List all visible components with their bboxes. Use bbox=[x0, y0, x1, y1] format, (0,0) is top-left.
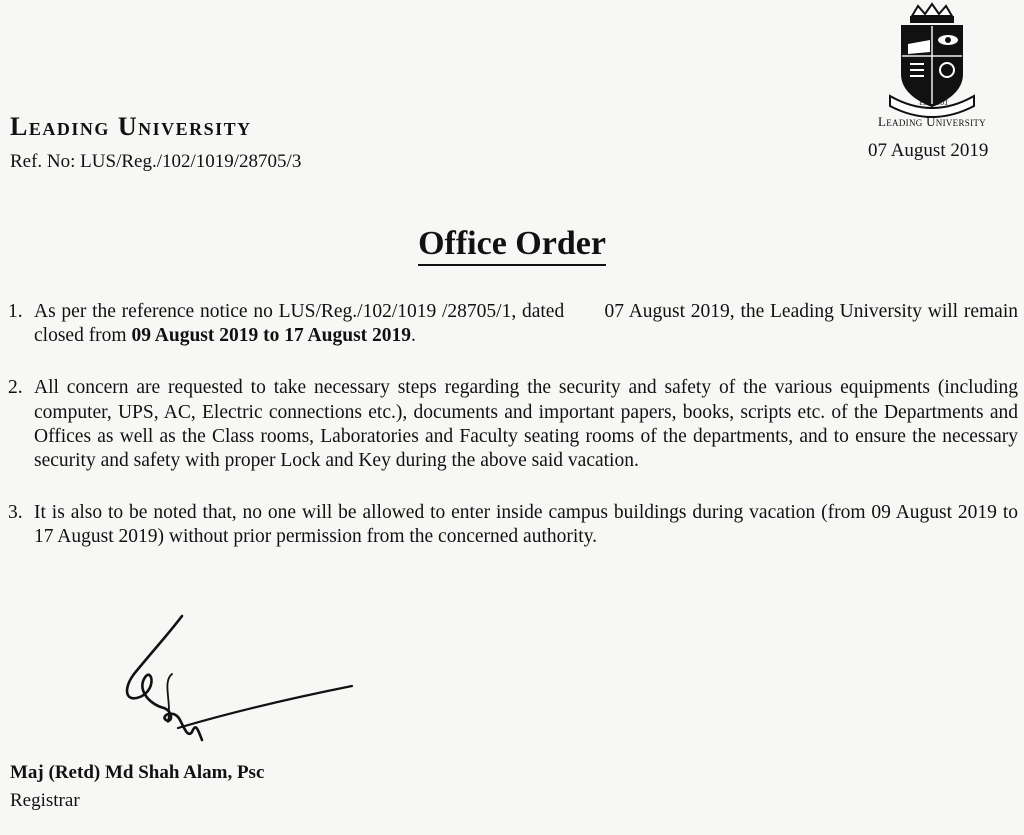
signer-name: Maj (Retd) Md Shah Alam, Psc bbox=[10, 762, 265, 783]
closure-dates: 09 August 2019 to 17 August 2019 bbox=[131, 325, 412, 347]
document-title: Office Order bbox=[0, 225, 1024, 263]
item-number: 2. bbox=[8, 377, 23, 399]
reference-number: Ref. No: LUS/Reg./102/1019/28705/3 bbox=[10, 151, 302, 172]
item-text: All concern are requested to take necessary steps regarding the security and safety of the various equipments (including computer, UPS, AC, Electric connections etc.), documents and important papers, books, scripts etc. of the Departments and Offices as well as the Class rooms, Laboratories and Faculty seating rooms of the departments, and to ensure the necessary security and safety with proper Lock and Key during the above said vacation. bbox=[34, 377, 1018, 471]
crest-caption: Leading University bbox=[878, 114, 986, 129]
item-text: As per the reference notice no LUS/Reg./102/1019 /28705/1, dated 07 August 2019, the Leading University will remain closed from bbox=[34, 301, 1018, 347]
handwritten-signature-icon bbox=[112, 612, 362, 757]
university-crest-icon bbox=[868, 2, 996, 130]
crest-est-label: est. 2001 bbox=[919, 98, 949, 107]
order-item-2 bbox=[8, 376, 1018, 473]
order-item-1: 1. As per the reference notice no LUS/Reg./102/1019 /28705/1, dated 07 August 2019, the Leading University will remain closed from 09 August 2019 to 17 August 2019. bbox=[8, 301, 1018, 347]
item-number: 3. bbox=[8, 502, 23, 524]
institution-name: Leading University bbox=[10, 112, 252, 141]
signer-designation: Registrar bbox=[10, 790, 80, 811]
order-items-list bbox=[8, 300, 1018, 577]
document-date: 07 August 2019 bbox=[868, 140, 989, 161]
order-item-3 bbox=[8, 501, 1018, 549]
item-number: 1. bbox=[8, 301, 23, 322]
item-text: It is also to be noted that, no one will be allowed to enter inside campus buildings during vacation (from 09 August 2019 to 17 August 2019) without prior permission from the concerned authority. bbox=[34, 502, 1018, 548]
